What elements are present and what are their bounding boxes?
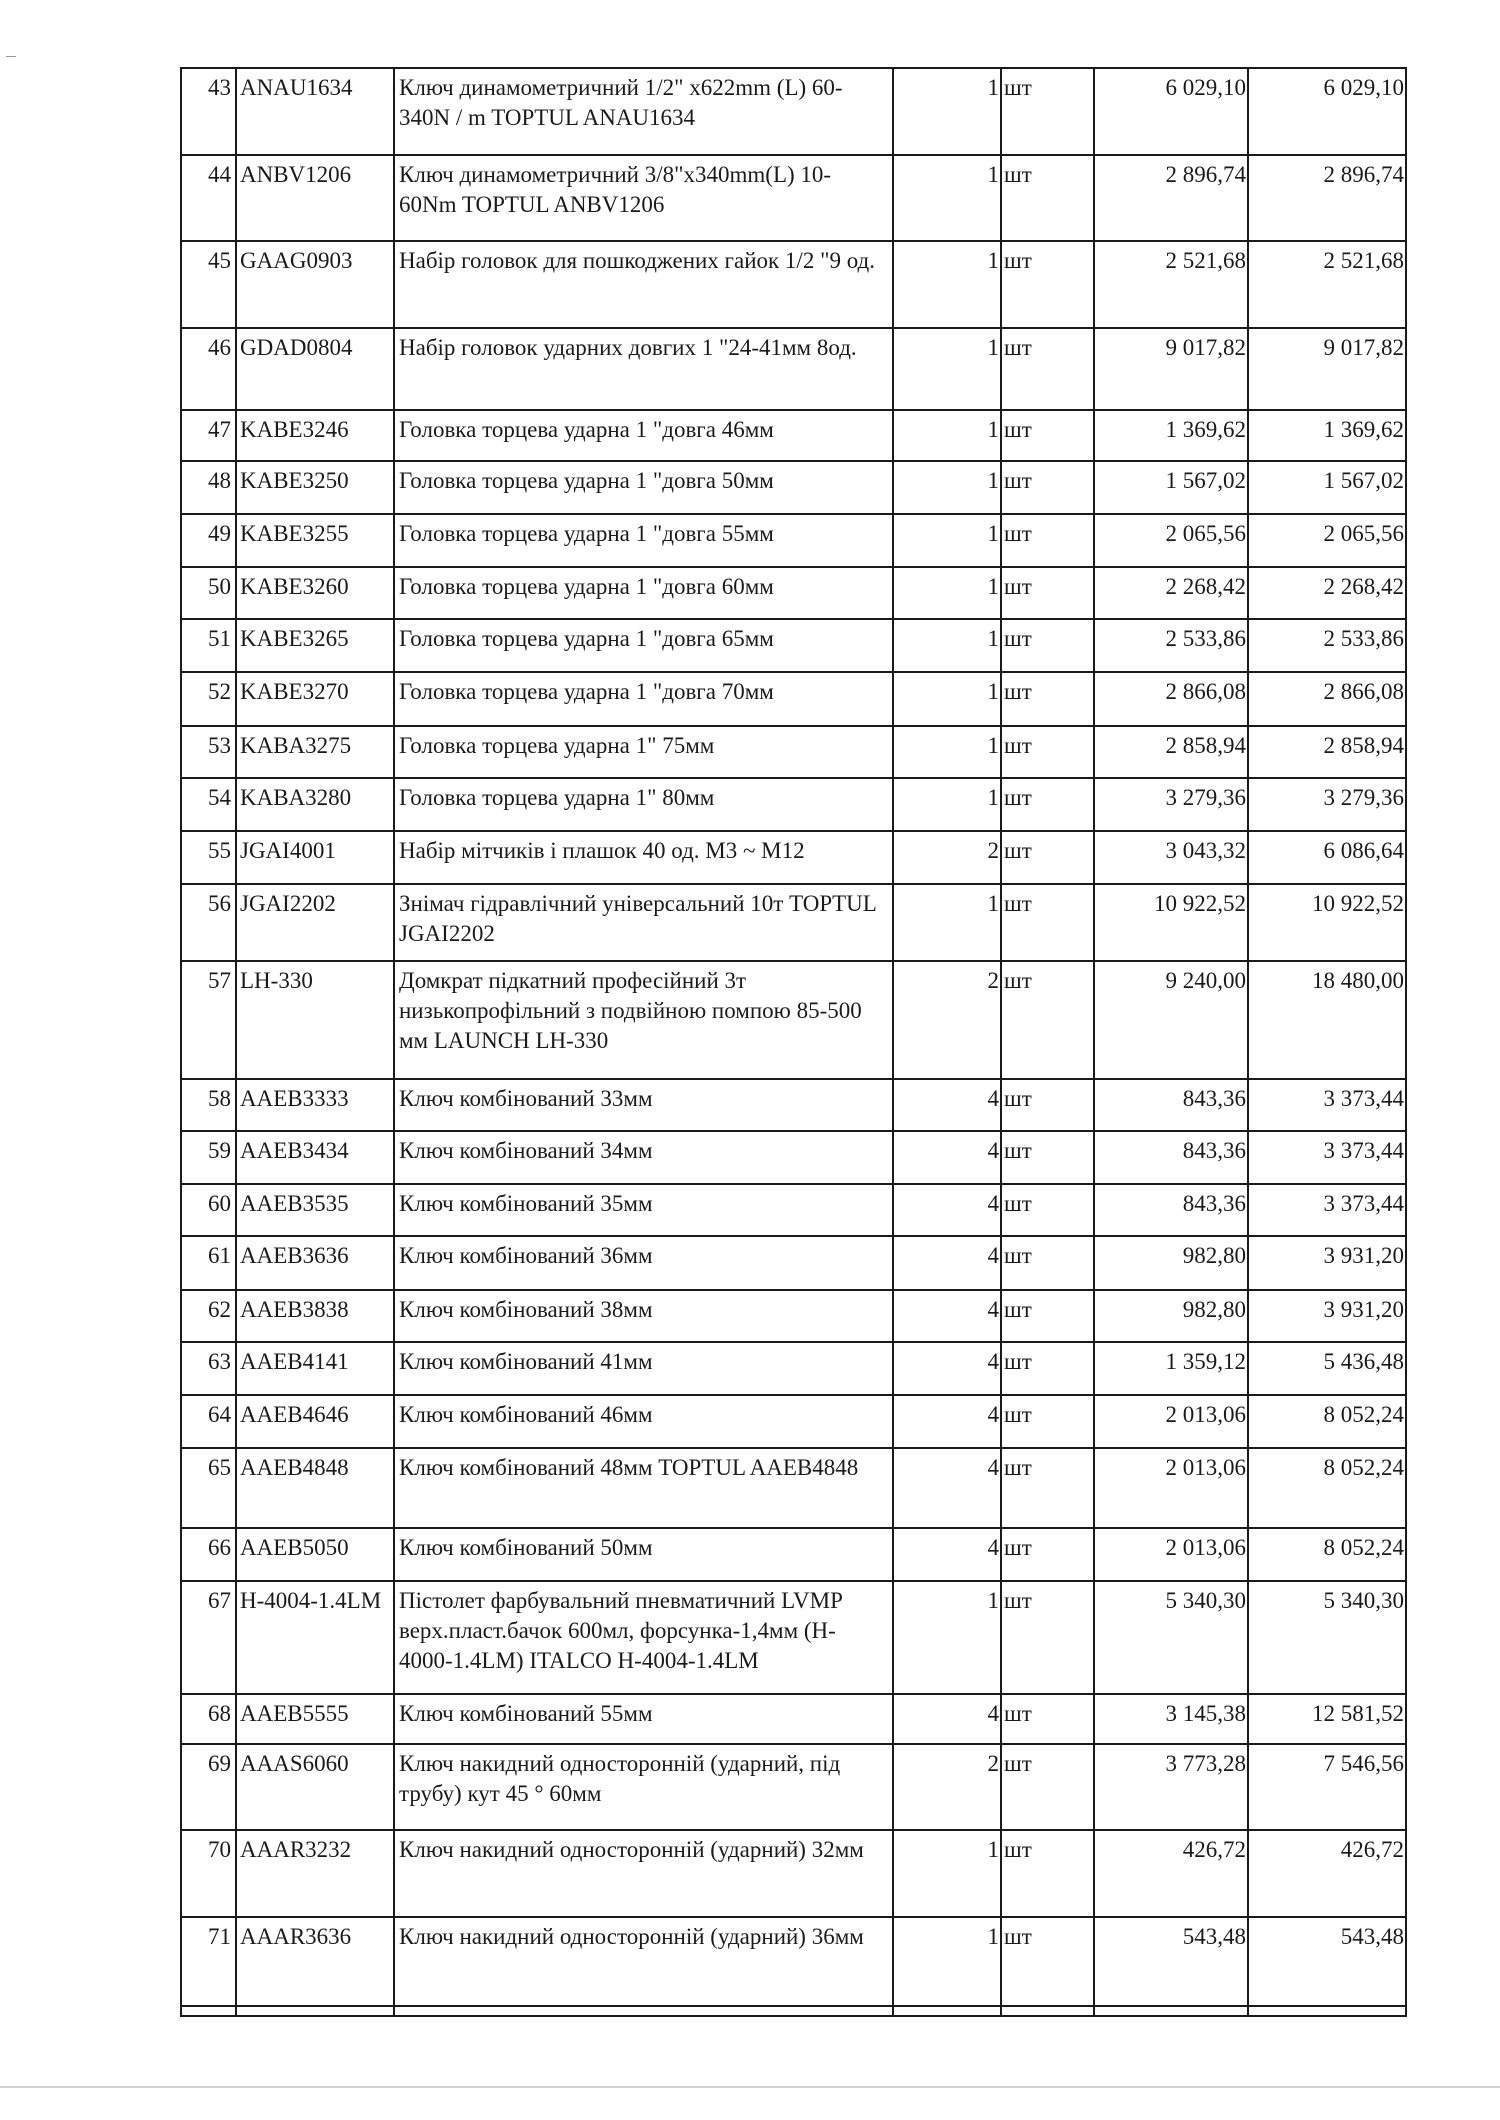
cell-unit: шт — [1001, 155, 1094, 242]
table-row — [181, 461, 1406, 514]
cell-unit: шт — [1001, 567, 1094, 619]
cell-no: 57 — [181, 961, 236, 1079]
cell-no: 68 — [181, 1694, 236, 1744]
items-table — [180, 67, 1407, 2017]
cell-name: Головка торцева ударна 1" 80мм — [394, 778, 893, 831]
cell-qty: 1 — [893, 1830, 1001, 1917]
cell-name: Пістолет фарбувальний пневматичний LVMP верх.пласт.бачок 600мл, форсунка-1,4мм (H-4000-1.4LM) ITALCO H-4004-1.4LM — [394, 1581, 893, 1694]
cell-price: 9 240,00 — [1094, 961, 1248, 1079]
cell-no: 52 — [181, 672, 236, 725]
cell-code: JGAI4001 — [236, 831, 394, 883]
table-row — [181, 328, 1406, 411]
cell-unit: шт — [1001, 1236, 1094, 1289]
cell-no: 47 — [181, 410, 236, 460]
cell-sum: 6 029,10 — [1248, 68, 1406, 155]
cell-name: Ключ комбінований 35мм — [394, 1184, 893, 1236]
cell-qty: 1 — [893, 672, 1001, 725]
cell-name: Головка торцева ударна 1 "довга 55мм — [394, 514, 893, 566]
cell-sum: 3 373,44 — [1248, 1131, 1406, 1184]
cell-qty: 4 — [893, 1079, 1001, 1130]
cell-price: 843,36 — [1094, 1184, 1248, 1236]
cell-name: Ключ динамометричний 1/2" x622mm (L) 60-340N / m TOPTUL ANAU1634 — [394, 68, 893, 155]
cell-price: 3 145,38 — [1094, 1694, 1248, 1744]
table-filler-row — [181, 2006, 1406, 2016]
cell-no: 71 — [181, 1917, 236, 2006]
cell-sum: 18 480,00 — [1248, 961, 1406, 1079]
cell-price: 2 866,08 — [1094, 672, 1248, 725]
cell-sum: 3 373,44 — [1248, 1079, 1406, 1130]
table-row — [181, 514, 1406, 566]
table-row — [181, 410, 1406, 460]
cell-price: 426,72 — [1094, 1830, 1248, 1917]
cell-unit: шт — [1001, 1744, 1094, 1831]
cell-name: Ключ комбінований 34мм — [394, 1131, 893, 1184]
cell-price: 1 359,12 — [1094, 1342, 1248, 1395]
cell-name: Головка торцева ударна 1 "довга 60мм — [394, 567, 893, 619]
cell-code: LH-330 — [236, 961, 394, 1079]
cell-qty: 2 — [893, 831, 1001, 883]
cell-qty: 4 — [893, 1528, 1001, 1580]
cell-unit: шт — [1001, 1917, 1094, 2006]
cell-price: 2 013,06 — [1094, 1395, 1248, 1447]
cell-name: Головка торцева ударна 1 "довга 65мм — [394, 619, 893, 672]
cell-no: 64 — [181, 1395, 236, 1447]
empty-cell — [1001, 2006, 1094, 2016]
cell-sum: 12 581,52 — [1248, 1694, 1406, 1744]
cell-price: 982,80 — [1094, 1236, 1248, 1289]
cell-qty: 1 — [893, 567, 1001, 619]
cell-qty: 1 — [893, 410, 1001, 460]
cell-sum: 2 065,56 — [1248, 514, 1406, 566]
empty-cell — [236, 2006, 394, 2016]
cell-price: 3 279,36 — [1094, 778, 1248, 831]
cell-sum: 5 436,48 — [1248, 1342, 1406, 1395]
cell-sum: 2 858,94 — [1248, 726, 1406, 778]
cell-sum: 10 922,52 — [1248, 884, 1406, 962]
cell-qty: 4 — [893, 1448, 1001, 1529]
cell-qty: 4 — [893, 1290, 1001, 1342]
table-row — [181, 1131, 1406, 1184]
cell-no: 44 — [181, 155, 236, 242]
cell-name: Ключ накидний односторонній (ударний, під трубу) кут 45 ° 60мм — [394, 1744, 893, 1831]
cell-sum: 543,48 — [1248, 1917, 1406, 2006]
cell-code: AAAR3232 — [236, 1830, 394, 1917]
table-row — [181, 619, 1406, 672]
cell-name: Набір мітчиків і плашок 40 од. М3 ~ М12 — [394, 831, 893, 883]
cell-price: 1 369,62 — [1094, 410, 1248, 460]
cell-price: 3 043,32 — [1094, 831, 1248, 883]
cell-code: AAEB3333 — [236, 1079, 394, 1130]
cell-code: KABA3275 — [236, 726, 394, 778]
cell-no: 48 — [181, 461, 236, 514]
cell-no: 66 — [181, 1528, 236, 1580]
cell-sum: 8 052,24 — [1248, 1448, 1406, 1529]
cell-name: Головка торцева ударна 1 "довга 50мм — [394, 461, 893, 514]
cell-code: AAEB5050 — [236, 1528, 394, 1580]
items-table-body — [181, 68, 1406, 2016]
cell-price: 2 013,06 — [1094, 1448, 1248, 1529]
cell-qty: 1 — [893, 155, 1001, 242]
cell-no: 43 — [181, 68, 236, 155]
cell-no: 67 — [181, 1581, 236, 1694]
table-row — [181, 1079, 1406, 1130]
cell-qty: 1 — [893, 68, 1001, 155]
cell-qty: 1 — [893, 1581, 1001, 1694]
cell-no: 63 — [181, 1342, 236, 1395]
cell-code: AAEB5555 — [236, 1694, 394, 1744]
cell-sum: 5 340,30 — [1248, 1581, 1406, 1694]
cell-name: Домкрат підкатний професійний 3т низькопрофільний з подвійною помпою 85-500 мм LAUNCH LH-330 — [394, 961, 893, 1079]
table-row — [181, 1395, 1406, 1447]
cell-qty: 4 — [893, 1236, 1001, 1289]
cell-no: 69 — [181, 1744, 236, 1831]
table-row — [181, 1290, 1406, 1342]
cell-sum: 2 866,08 — [1248, 672, 1406, 725]
cell-code: AAEB4646 — [236, 1395, 394, 1447]
cell-name: Головка торцева ударна 1 "довга 46мм — [394, 410, 893, 460]
cell-code: ANBV1206 — [236, 155, 394, 242]
cell-code: AAEB4141 — [236, 1342, 394, 1395]
cell-no: 46 — [181, 328, 236, 411]
cell-qty: 1 — [893, 514, 1001, 566]
cell-unit: шт — [1001, 961, 1094, 1079]
cell-no: 55 — [181, 831, 236, 883]
cell-price: 2 521,68 — [1094, 241, 1248, 328]
table-row — [181, 1184, 1406, 1236]
empty-cell — [1248, 2006, 1406, 2016]
cell-code: AAEB3636 — [236, 1236, 394, 1289]
table-row — [181, 1694, 1406, 1744]
cell-price: 2 065,56 — [1094, 514, 1248, 566]
empty-cell — [893, 2006, 1001, 2016]
cell-price: 10 922,52 — [1094, 884, 1248, 962]
cell-name: Ключ комбінований 36мм — [394, 1236, 893, 1289]
table-row — [181, 1528, 1406, 1580]
cell-code: AAEB4848 — [236, 1448, 394, 1529]
table-row — [181, 155, 1406, 242]
page-bottom-rule — [0, 2086, 1500, 2088]
cell-no: 50 — [181, 567, 236, 619]
cell-unit: шт — [1001, 1528, 1094, 1580]
cell-no: 51 — [181, 619, 236, 672]
cell-qty: 4 — [893, 1342, 1001, 1395]
cell-code: AAEB3434 — [236, 1131, 394, 1184]
cell-unit: шт — [1001, 1290, 1094, 1342]
cell-code: KABE3250 — [236, 461, 394, 514]
cell-sum: 9 017,82 — [1248, 328, 1406, 411]
table-row — [181, 778, 1406, 831]
cell-unit: шт — [1001, 778, 1094, 831]
cell-qty: 1 — [893, 328, 1001, 411]
cell-unit: шт — [1001, 1131, 1094, 1184]
cell-sum: 8 052,24 — [1248, 1395, 1406, 1447]
cell-qty: 4 — [893, 1395, 1001, 1447]
cell-code: KABA3280 — [236, 778, 394, 831]
cell-price: 843,36 — [1094, 1079, 1248, 1130]
table-row — [181, 961, 1406, 1079]
cell-sum: 2 268,42 — [1248, 567, 1406, 619]
cell-price: 3 773,28 — [1094, 1744, 1248, 1831]
cell-no: 65 — [181, 1448, 236, 1529]
cell-name: Знімач гідравлічний універсальний 10т TOPTUL JGAI2202 — [394, 884, 893, 962]
cell-qty: 1 — [893, 884, 1001, 962]
cell-code: KABE3265 — [236, 619, 394, 672]
table-row — [181, 1342, 1406, 1395]
cell-name: Ключ комбінований 46мм — [394, 1395, 893, 1447]
cell-code: ANAU1634 — [236, 68, 394, 155]
table-row — [181, 884, 1406, 962]
cell-qty: 1 — [893, 1917, 1001, 2006]
cell-code: AAEB3535 — [236, 1184, 394, 1236]
cell-price: 1 567,02 — [1094, 461, 1248, 514]
cell-qty: 2 — [893, 1744, 1001, 1831]
cell-sum: 426,72 — [1248, 1830, 1406, 1917]
cell-name: Головка торцева ударна 1 "довга 70мм — [394, 672, 893, 725]
cell-no: 61 — [181, 1236, 236, 1289]
cell-sum: 3 931,20 — [1248, 1290, 1406, 1342]
cell-unit: шт — [1001, 884, 1094, 962]
cell-unit: шт — [1001, 1830, 1094, 1917]
table-row — [181, 1448, 1406, 1529]
cell-price: 5 340,30 — [1094, 1581, 1248, 1694]
cell-unit: шт — [1001, 726, 1094, 778]
cell-unit: шт — [1001, 619, 1094, 672]
cell-qty: 2 — [893, 961, 1001, 1079]
cell-name: Ключ комбінований 50мм — [394, 1528, 893, 1580]
table-row — [181, 672, 1406, 725]
cell-price: 543,48 — [1094, 1917, 1248, 2006]
cell-unit: шт — [1001, 1342, 1094, 1395]
cell-unit: шт — [1001, 831, 1094, 883]
empty-cell — [181, 2006, 236, 2016]
cell-unit: шт — [1001, 514, 1094, 566]
cell-unit: шт — [1001, 1448, 1094, 1529]
cell-unit: шт — [1001, 1694, 1094, 1744]
cell-sum: 1 567,02 — [1248, 461, 1406, 514]
cell-name: Набір головок ударних довгих 1 "24-41мм 8од. — [394, 328, 893, 411]
cell-no: 62 — [181, 1290, 236, 1342]
cell-sum: 2 533,86 — [1248, 619, 1406, 672]
cell-qty: 4 — [893, 1131, 1001, 1184]
empty-cell — [1094, 2006, 1248, 2016]
cell-qty: 4 — [893, 1184, 1001, 1236]
cell-name: Набір головок для пошкоджених гайок 1/2 "9 од. — [394, 241, 893, 328]
margin-mark — [6, 56, 16, 57]
cell-sum: 1 369,62 — [1248, 410, 1406, 460]
cell-no: 53 — [181, 726, 236, 778]
cell-no: 45 — [181, 241, 236, 328]
cell-name: Ключ комбінований 41мм — [394, 1342, 893, 1395]
cell-sum: 8 052,24 — [1248, 1528, 1406, 1580]
cell-sum: 6 086,64 — [1248, 831, 1406, 883]
table-row — [181, 1917, 1406, 2006]
table-row — [181, 567, 1406, 619]
table-row — [181, 1581, 1406, 1694]
cell-qty: 1 — [893, 726, 1001, 778]
cell-name: Головка торцева ударна 1" 75мм — [394, 726, 893, 778]
cell-price: 2 533,86 — [1094, 619, 1248, 672]
cell-price: 843,36 — [1094, 1131, 1248, 1184]
cell-price: 9 017,82 — [1094, 328, 1248, 411]
cell-no: 59 — [181, 1131, 236, 1184]
cell-price: 982,80 — [1094, 1290, 1248, 1342]
cell-no: 60 — [181, 1184, 236, 1236]
table-row — [181, 241, 1406, 328]
cell-sum: 3 931,20 — [1248, 1236, 1406, 1289]
cell-code: GDAD0804 — [236, 328, 394, 411]
cell-unit: шт — [1001, 241, 1094, 328]
cell-name: Ключ комбінований 48мм TOPTUL AAEB4848 — [394, 1448, 893, 1529]
cell-code: KABE3246 — [236, 410, 394, 460]
table-row — [181, 726, 1406, 778]
cell-qty: 1 — [893, 241, 1001, 328]
cell-unit: шт — [1001, 1079, 1094, 1130]
cell-sum: 2 896,74 — [1248, 155, 1406, 242]
cell-unit: шт — [1001, 328, 1094, 411]
cell-code: GAAG0903 — [236, 241, 394, 328]
cell-no: 58 — [181, 1079, 236, 1130]
cell-unit: шт — [1001, 1184, 1094, 1236]
cell-name: Ключ комбінований 55мм — [394, 1694, 893, 1744]
cell-qty: 1 — [893, 619, 1001, 672]
cell-name: Ключ комбінований 33мм — [394, 1079, 893, 1130]
cell-name: Ключ комбінований 38мм — [394, 1290, 893, 1342]
cell-unit: шт — [1001, 1581, 1094, 1694]
cell-code: JGAI2202 — [236, 884, 394, 962]
cell-code: AAAR3636 — [236, 1917, 394, 2006]
cell-sum: 3 279,36 — [1248, 778, 1406, 831]
table-row — [181, 1830, 1406, 1917]
empty-cell — [394, 2006, 893, 2016]
cell-price: 6 029,10 — [1094, 68, 1248, 155]
table-row — [181, 831, 1406, 883]
cell-unit: шт — [1001, 410, 1094, 460]
cell-name: Ключ накидний односторонній (ударний) 36мм — [394, 1917, 893, 2006]
cell-unit: шт — [1001, 1395, 1094, 1447]
cell-price: 2 013,06 — [1094, 1528, 1248, 1580]
cell-qty: 1 — [893, 778, 1001, 831]
cell-price: 2 268,42 — [1094, 567, 1248, 619]
cell-sum: 7 546,56 — [1248, 1744, 1406, 1831]
cell-name: Ключ накидний односторонній (ударний) 32мм — [394, 1830, 893, 1917]
cell-price: 2 896,74 — [1094, 155, 1248, 242]
cell-code: KABE3255 — [236, 514, 394, 566]
cell-code: AAEB3838 — [236, 1290, 394, 1342]
cell-price: 2 858,94 — [1094, 726, 1248, 778]
cell-no: 56 — [181, 884, 236, 962]
cell-unit: шт — [1001, 461, 1094, 514]
cell-unit: шт — [1001, 672, 1094, 725]
cell-code: AAAS6060 — [236, 1744, 394, 1831]
cell-no: 70 — [181, 1830, 236, 1917]
cell-name: Ключ динамометричний 3/8"x340mm(L) 10-60Nm TOPTUL ANBV1206 — [394, 155, 893, 242]
cell-code: KABE3270 — [236, 672, 394, 725]
cell-code: H-4004-1.4LM — [236, 1581, 394, 1694]
cell-code: KABE3260 — [236, 567, 394, 619]
cell-unit: шт — [1001, 68, 1094, 155]
cell-no: 49 — [181, 514, 236, 566]
cell-sum: 3 373,44 — [1248, 1184, 1406, 1236]
cell-qty: 1 — [893, 461, 1001, 514]
cell-no: 54 — [181, 778, 236, 831]
cell-sum: 2 521,68 — [1248, 241, 1406, 328]
table-row — [181, 1744, 1406, 1831]
table-row — [181, 68, 1406, 155]
cell-qty: 4 — [893, 1694, 1001, 1744]
table-row — [181, 1236, 1406, 1289]
